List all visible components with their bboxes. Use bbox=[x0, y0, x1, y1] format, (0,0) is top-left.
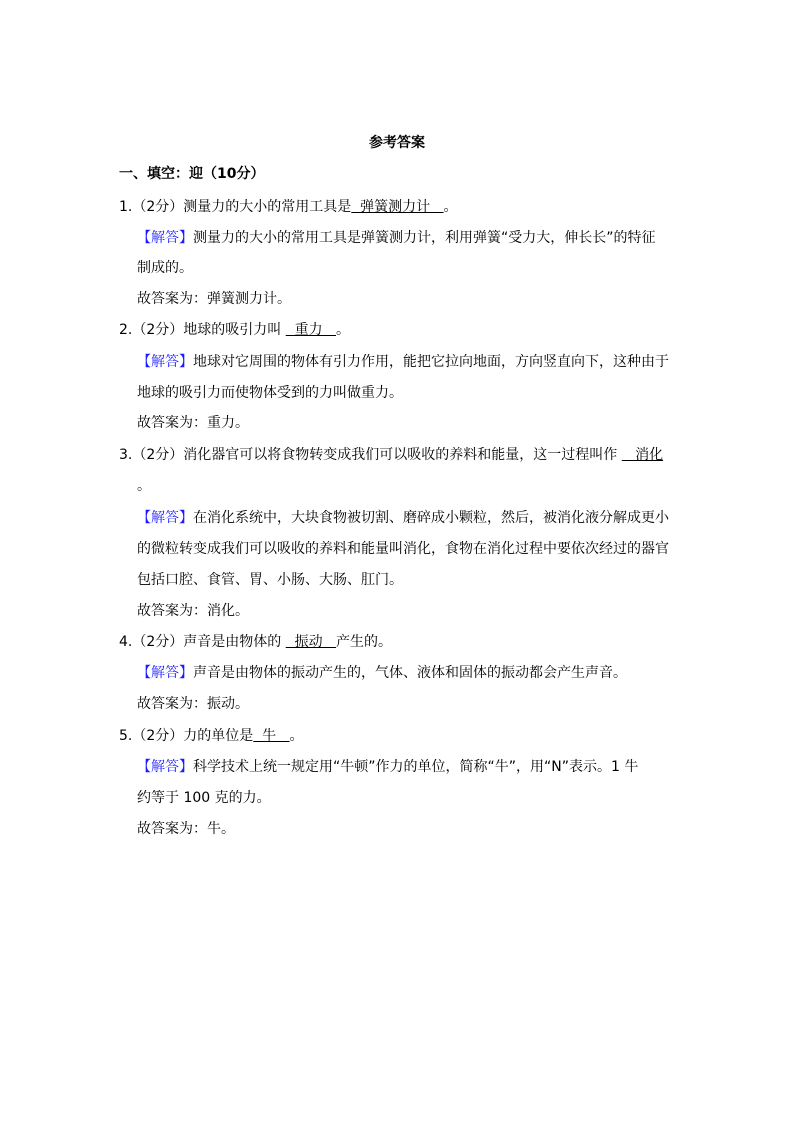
question-stem-end: 。 bbox=[443, 199, 458, 215]
solution-tag: 【解答】 bbox=[137, 665, 193, 681]
solution-tag: 【解答】 bbox=[137, 510, 193, 526]
page-title: 参考答案 bbox=[369, 135, 425, 151]
solution-2-cont: 地球的吸引力而使物体受到的力叫做重力。 bbox=[137, 385, 403, 401]
answer-blank: 牛 bbox=[253, 728, 290, 744]
question-stem-end: 产生的。 bbox=[336, 634, 392, 650]
question-points: （2分） bbox=[132, 322, 184, 338]
question-number: 2. bbox=[119, 322, 133, 338]
solution-text: 声音是由物体的振动产生的，气体、液体和固体的振动都会产生声音。 bbox=[193, 665, 627, 681]
solution-text: 科学技术上统一规定用“牛顿”作力的单位，简称“牛”，用“N”表示。1 牛 bbox=[193, 759, 639, 775]
solution-1-cont: 制成的。 bbox=[137, 260, 193, 276]
question-stem: 力的单位是 bbox=[183, 728, 254, 744]
answer-blank: 振动 bbox=[285, 634, 336, 650]
question-2 bbox=[119, 320, 350, 340]
answer-blank: 消化 bbox=[621, 447, 664, 463]
solution-3-cont-1: 的微粒转变成我们可以吸收的养料和能量叫消化，食物在消化过程中要依次经过的器官 bbox=[137, 541, 669, 557]
question-points: （2分） bbox=[132, 199, 184, 215]
question-points: （2分） bbox=[132, 634, 184, 650]
solution-tag: 【解答】 bbox=[137, 759, 193, 775]
solution-text: 在消化系统中，大块食物被切割、磨碎成小颗粒，然后，被消化液分解成更小 bbox=[193, 510, 669, 526]
solution-5-cont: 约等于 100 克的力。 bbox=[137, 790, 271, 806]
answer-blank: 重力 bbox=[285, 322, 336, 338]
solution-text: 地球对它周围的物体有引力作用，能把它拉向地面，方向竖直向下，这种由于 bbox=[193, 354, 669, 370]
question-number: 3. bbox=[119, 447, 133, 463]
question-number: 1. bbox=[119, 199, 133, 215]
question-stem-end: 。 bbox=[289, 728, 304, 744]
question-stem: 地球的吸引力叫 bbox=[183, 322, 286, 338]
question-stem: 声音是由物体的 bbox=[183, 634, 286, 650]
question-5 bbox=[119, 726, 304, 746]
final-answer-2: 故答案为：重力。 bbox=[137, 415, 249, 431]
question-number: 5. bbox=[119, 728, 133, 744]
solution-1 bbox=[137, 228, 656, 248]
question-3-wrap: 。 bbox=[137, 478, 151, 494]
question-stem-end: 。 bbox=[336, 322, 350, 338]
final-answer-3: 故答案为：消化。 bbox=[137, 603, 249, 619]
solution-tag: 【解答】 bbox=[137, 354, 193, 370]
solution-2 bbox=[137, 352, 669, 372]
section-heading: 一、填空：迎（10分） bbox=[119, 166, 265, 182]
question-points: （2分） bbox=[132, 728, 184, 744]
question-1 bbox=[119, 197, 458, 217]
solution-tag: 【解答】 bbox=[137, 230, 193, 246]
solution-5 bbox=[137, 757, 638, 777]
question-points: （2分） bbox=[132, 447, 184, 463]
question-stem: 测量力的大小的常用工具是 bbox=[183, 199, 352, 215]
solution-3 bbox=[137, 508, 669, 528]
final-answer-5: 故答案为：牛。 bbox=[137, 821, 235, 837]
question-3 bbox=[119, 445, 663, 465]
solution-3-cont-2: 包括口腔、食管、胃、小肠、大肠、肛门。 bbox=[137, 572, 403, 588]
answer-blank: 弹簧测力计 bbox=[351, 199, 444, 215]
final-answer-1: 故答案为：弹簧测力计。 bbox=[137, 291, 291, 307]
question-4 bbox=[119, 632, 392, 652]
final-answer-4: 故答案为：振动。 bbox=[137, 696, 249, 712]
solution-text: 测量力的大小的常用工具是弹簧测力计，利用弹簧“受力大，伸长长”的特征 bbox=[193, 230, 656, 246]
question-number: 4. bbox=[119, 634, 133, 650]
question-stem: 消化器官可以将食物转变成我们可以吸收的养料和能量，这一过程叫作 bbox=[183, 447, 622, 463]
solution-4 bbox=[137, 663, 627, 683]
